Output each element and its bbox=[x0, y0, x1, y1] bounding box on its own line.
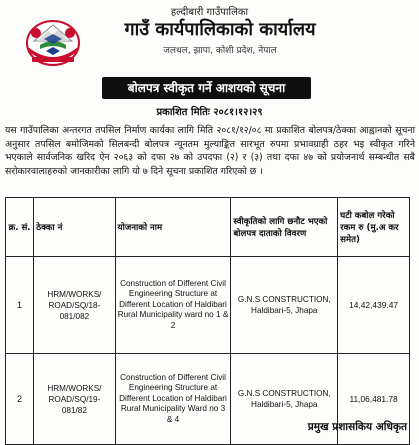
municipality-name: हल्दीबारी गाउँपालिका bbox=[170, 7, 249, 18]
bid-table bbox=[5, 197, 410, 445]
row-contract-no: HRM/WORKS/ ROAD/SQ/19- 081/82 bbox=[34, 354, 116, 445]
notice-banner: बोलपत्र स्वीकृत गर्ने आशयको सूचना bbox=[102, 77, 311, 99]
row-project-name: Construction of Different Civil Engineering Structure at Different Location of Haldibari Rural Municipality Ward no 3 & 4 bbox=[115, 354, 231, 445]
header-project-name: योजनाको नाम bbox=[115, 198, 231, 257]
row-bidder: G.N.S CONSTRUCTION, Haldibari-5, Jhapa bbox=[231, 257, 338, 354]
row-contract-no: HRM/WORKS/ ROAD/SQ/18- 081/082 bbox=[34, 257, 116, 354]
table-header-row bbox=[6, 198, 410, 257]
row-sn: 1 bbox=[6, 257, 34, 354]
row-amount: 11,06,481.78 bbox=[338, 354, 410, 445]
header-sn: क्र. सं. bbox=[6, 198, 34, 257]
row-project-name: Construction of Different Civil Engineering Structure at Different Location of Haldibari Rural Municipality ward no 1 & 2 bbox=[115, 257, 231, 354]
notice-text: यस गाउँपालिका अन्तरगत तपसिल निर्माण कार्यका लागि मिति २०८१/१२/०८ मा प्रकाशित बोलपत्र/ठेक्का आह्वानको सूचना अनुसार तपसिल बमोजिमको सिलबन्दी बोलपत्र न्यूनतम मुल्याङ्कित सारभूत रुपमा प्रभावग्राही ठहर भइ स्वीकृत गरिने भएकाले सार्वजनिक खरिद ऐन २०६३ को दफा २७ को उपदफा (२) र (३) तथा दफा ४७ को प्रयोजनार्थ सम्बन्धीत सबै सरोकारवालाहरुको जानकारीका लागि यो ७ दिने सूचना प्रकाशित गरिएको छ । bbox=[5, 125, 415, 177]
signature-title: प्रमुख प्रशासकिय अधिकृत bbox=[307, 421, 407, 433]
office-address: जलथल, झापा, कोशी प्रदेश, नेपाल bbox=[163, 46, 277, 56]
header-contract-no: ठेक्का नं bbox=[34, 198, 116, 257]
row-sn: 2 bbox=[6, 354, 34, 445]
publish-date-line bbox=[0, 104, 419, 118]
publish-date-value: २०८१।१२।२९ bbox=[213, 107, 263, 118]
publish-date-label: प्रकाशित मितिः bbox=[156, 107, 210, 118]
office-title: गाउँ कार्यपालिकाको कार्यालय bbox=[124, 19, 316, 40]
table-row bbox=[6, 257, 410, 354]
row-bidder: G.N.S CONSTRUCTION, Haldibari-5, Jhapa bbox=[231, 354, 338, 445]
header-amount: घटी कबोल गरेको रकम रु (मु.अ कर समेत) bbox=[338, 198, 410, 257]
header-bidder: स्वीकृतिको लागि छनौट भएको बोलपत्र दाताको विवरण bbox=[231, 198, 338, 257]
row-amount: 14,42,439.47 bbox=[338, 257, 410, 354]
